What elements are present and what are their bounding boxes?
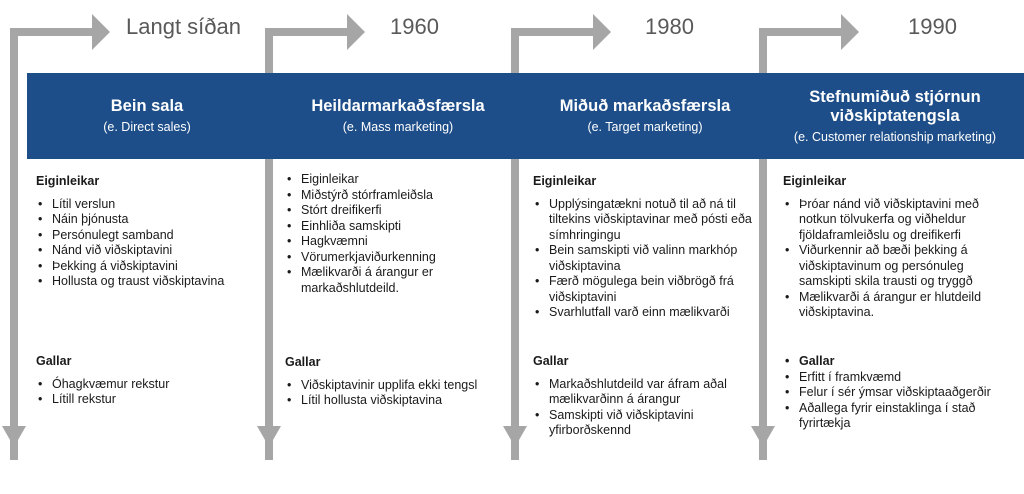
list-item: • Mælikvarði á árangur er hlutdeild viðskiptavina. [783, 290, 1013, 321]
era-label-1980: 1980 [645, 14, 694, 39]
list-item: • Hollusta og traust viðskiptavina [36, 274, 266, 290]
stage-title: Bein sala [110, 97, 184, 115]
list-item: • Viðskiptavinir upplifa ekki tengsl [285, 378, 515, 394]
flaws-list [285, 378, 515, 409]
stage-header-mass-marketing [278, 73, 518, 159]
list-item: • Hagkvæmni [285, 234, 515, 250]
list-item: • Miðstýrð stórframleiðsla [285, 188, 515, 204]
flaws-crm [783, 354, 1013, 432]
flaws-direct-sales [36, 354, 266, 408]
list-item: • Stórt dreifikerfi [285, 203, 515, 219]
list-item: • Erfitt í framkvæmd [783, 370, 1013, 386]
list-item: • Eiginleikar [285, 172, 515, 188]
list-item: • Svarhlutfall varð einn mælikvarði [533, 305, 755, 321]
list-item: • Lítil hollusta viðskiptavina [285, 393, 515, 409]
stage-subtitle: (e. Target marketing) [587, 120, 703, 134]
stage-header-target-marketing [525, 73, 765, 159]
list-item: • Vörumerkjaviðurkenning [285, 250, 515, 266]
flaws-label: Gallar [36, 354, 72, 368]
list-item: • Náin þjónusta [36, 212, 266, 228]
list-item: • Einhliða samskipti [285, 219, 515, 235]
features-direct-sales [36, 174, 266, 290]
flaws-label: Gallar [533, 354, 569, 368]
features-label: Eiginleikar [783, 174, 847, 188]
flaws-label: • Gallar [783, 354, 1013, 370]
list-item: • Þróar nánd við viðskiptavini með notkun tölvukerfa og viðheldur fjöldaframleiðslu og dreifikerfi [783, 197, 1013, 244]
list-item: • Persónulegt samband [36, 228, 266, 244]
stage-subtitle: (e. Mass marketing) [342, 120, 454, 134]
stage-subtitle: (e. Direct sales) [103, 120, 191, 134]
flaws-list [533, 377, 755, 439]
flaws-target-marketing [533, 354, 755, 439]
features-crm [783, 174, 1013, 321]
list-item: • Þekking á viðskiptavini [36, 259, 266, 275]
flaws-list [783, 354, 1013, 432]
features-label: Eiginleikar [36, 174, 100, 188]
flaws-mass-marketing [285, 355, 515, 409]
stage-subtitle: (e. Customer relationship marketing) [793, 129, 997, 144]
features-target-marketing [533, 174, 755, 321]
list-item: • Óhagkvæmur rekstur [36, 377, 266, 393]
stage-title: Heildarmarkaðsfærsla [311, 97, 485, 115]
list-item: • Mælikvarði á árangur er markaðshlutdeild. [285, 265, 515, 296]
list-item: • Bein samskipti við valinn markhóp viðskiptavina [533, 243, 755, 274]
features-list [285, 172, 515, 296]
list-item: • Upplýsingatækni notuð til að ná til tiltekins viðskiptavinar með pósti eða símhringingu [533, 197, 755, 244]
era-label-1960: 1960 [390, 14, 439, 39]
list-item: • Aðallega fyrir einstaklinga í stað fyrirtækja [783, 401, 1013, 432]
features-list [533, 197, 755, 321]
list-item: • Viðurkennir að bæði þekking á viðskiptavinum og persónuleg samskipti skila trausti og tryggð [783, 243, 1013, 290]
list-item: • Samskipti við viðskiptavini yfirborðskennd [533, 408, 755, 439]
stage-title: Miðuð markaðsfærsla [559, 97, 731, 115]
stage-header-direct-sales [27, 73, 267, 159]
features-list [783, 197, 1013, 321]
list-item: • Nánd við viðskiptavini [36, 243, 266, 259]
era-label-langt-sidan: Langt síðan [126, 14, 241, 39]
stage-title: Stefnumiðuð stjórnun viðskiptatengsla [809, 87, 981, 125]
stage-header-crm [775, 73, 1015, 159]
list-item: • Lítil verslun [36, 197, 266, 213]
features-mass-marketing [285, 172, 515, 296]
features-list [36, 197, 266, 290]
list-item: • Felur í sér ýmsar viðskiptaaðgerðir [783, 385, 1013, 401]
era-label-1990: 1990 [908, 14, 957, 39]
list-item: • Markaðshlutdeild var áfram aðal mælikvarðinn á árangur [533, 377, 755, 408]
flaws-label: Gallar [285, 355, 321, 369]
list-item: • Lítill rekstur [36, 392, 266, 408]
features-label: Eiginleikar [533, 174, 597, 188]
list-item: • Færð mögulega bein viðbrögð frá viðskiptavini [533, 274, 755, 305]
flaws-list [36, 377, 266, 408]
